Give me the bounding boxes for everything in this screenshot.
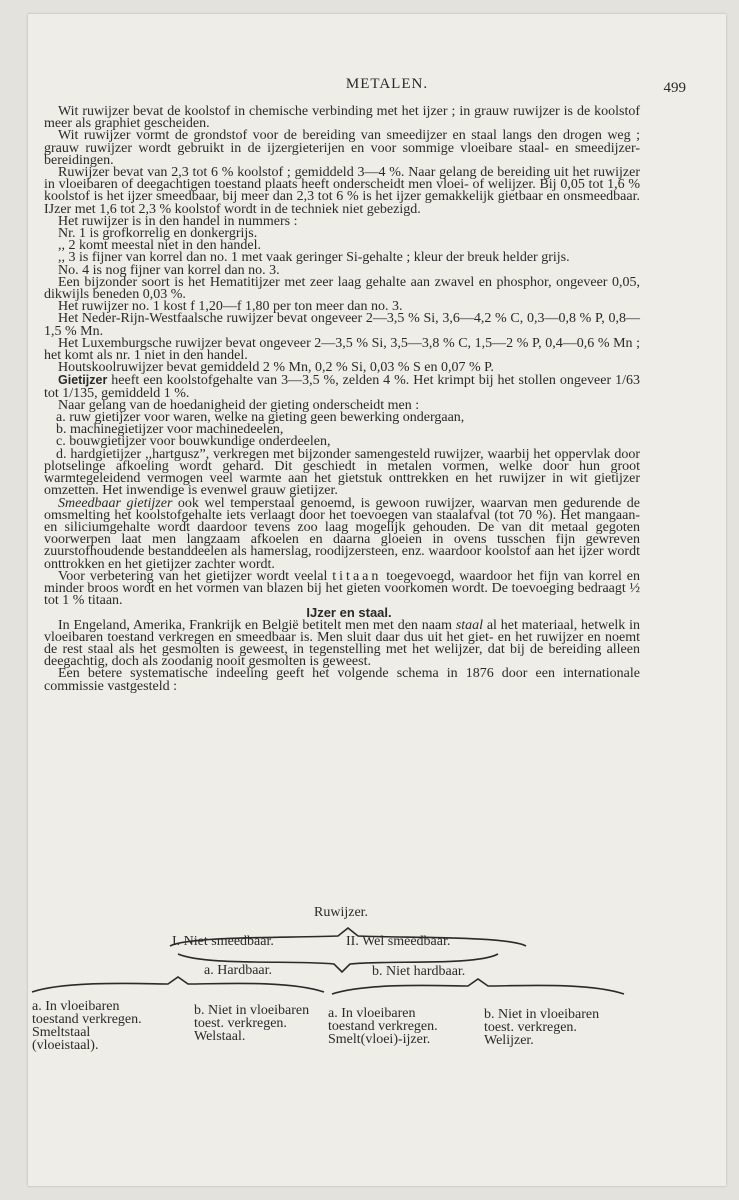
list-item: d. hardgietijzer ,,hartgusz”, verkregen met bijzonder samengesteld ruwijzer, waarbij het oppervlak door plotselinge afkoeling wordt gehard. Dit geschiedt in metalen vormen, welke door hun groot warmtegeleidend vermogen veel warmte aan het gietstuk onttrekken en het ruwijzer in wit gietijzer omzetten. Het inwendige is evenwel grauw gietijzer.	[44, 446, 640, 499]
running-title: METALEN.	[345, 76, 429, 92]
paragraph-gietijzer	[44, 374, 640, 399]
schema-brace-hardbaar	[28, 974, 328, 996]
schema-root: Ruwijzer.	[314, 905, 369, 920]
schema-sub-niet-hardbaar: b. Niet hardbaar.	[372, 964, 466, 979]
list-item: b. machinegietijzer voor machinedeelen,	[56, 422, 284, 438]
numbered-item: No. 4 is nog fijner van korrel dan no. 3.	[58, 262, 280, 278]
term-gietijzer: Gietijzer	[58, 373, 108, 388]
term-titaan: titaan	[332, 568, 382, 584]
section-heading: IJzer en staal.	[306, 605, 392, 621]
paragraph: Naar gelang van de hoedanigheid der gieting onderscheidt men :	[58, 397, 420, 413]
paragraph: Het Neder-Rijn-Westfaalsche ruwijzer bevat ongeveer 2—3,5 % Si, 3,6—4,2 % C, 0,3—0,8 % P, 0,8—1,5 % Mn.	[44, 311, 640, 339]
schema-leaf-smeltijzer: a. In vloeibaren toestand verkregen. Smelt(vloei)-ijzer.	[328, 1006, 438, 1047]
term-staal: staal	[455, 617, 484, 633]
paragraph: Een bijzonder soort is het Hematitijzer met zeer laag gehalte aan zwavel en phosphor, ongeveer 0,05, dikwijls beneden 0,03 %.	[44, 274, 640, 303]
paragraph-smeedbaar	[44, 495, 640, 572]
paragraph-text: ook wel temperstaal genoemd, is gewoon ruwijzer, waarvan men gedurende de omsmelting het koolstofgehalte iets verlaagt door het toevoegen van staalafval (tot 70 %). Het mangaan- en siliciumgehalte wordt daardoor tevens zoo laag mogelijk gehouden. De van dit metaal gegoten voorwerpen laat men langzaam afkoelen en daarna gloeien in ovens tusschen fijn gewreven zuurstofhoudende bestanddeelen als hamerslag, roodijzersteen, enz. waardoor koolstof aan het ijzer wordt onttrokken en het gietijzer zachter wordt.	[44, 495, 640, 572]
paragraph: Wit ruwijzer vormt de grondstof voor de bereiding van smeedijzer en staal langs den drogen weg ; grauw ruwijzer wordt gebruikt in de ijzergieterijen en voor sommige vloeibare staal- en smeedijzer-bereidingen.	[44, 128, 640, 168]
book-page	[28, 14, 726, 1186]
paragraph-text: al het materiaal, hetwelk in vloeibaren toestand verkregen en smeedbaar is. Men sluit daar dus uit het giet- en het ruwijzer en noemt de rest staal als het gesmolten is geweest, in tegenstelling met het welijzer, dat bij de bereiding alleen deegachtig, doch als zoodanig nooit gesmolten is geweest.	[44, 617, 640, 670]
paragraph: Houtskoolruwijzer bevat gemiddeld 2 % Mn, 0,2 % Si, 0,03 % S en 0,07 % P.	[58, 360, 494, 376]
paragraph: Ruwijzer bevat van 2,3 tot 6 % koolstof ; gemiddeld 3—4 %. Naar gelang de bereiding uit het ruwijzer in vloeibaren of deegachtigen toestand plaats heeft onderscheidt men vloei- of welijzer. Bij 0,05 tot 1,6 % koolstof is het ijzer smeedbaar, bij meer dan 2,3 tot 6 % is het ijzer gemakkelijk gietbaar en onsmeedbaar. IJzer met 1,6 tot 2,3 % koolstof wordt in de techniek niet gebezigd.	[44, 165, 640, 217]
running-head	[88, 76, 686, 98]
page-number: 499	[663, 80, 686, 96]
paragraph-staal	[44, 617, 640, 670]
paragraph: Het Luxemburgsche ruwijzer bevat ongeveer 2—3,5 % Si, 3,5—3,8 % C, 1,5—2 % P, 0,4—0,6 % Mn ; het komt als nr. 1 niet in den handel.	[44, 335, 640, 364]
schema-branch-niet-smeedbaar: I. Niet smeedbaar.	[172, 934, 274, 949]
body-text	[44, 106, 640, 693]
numbered-item: ,, 2 komt meestal niet in den handel.	[58, 238, 261, 254]
schema-sub-hardbaar: a. Hardbaar.	[204, 963, 273, 978]
paragraph: Het ruwijzer is in den handel in nummers :	[58, 213, 298, 229]
numbered-item: Nr. 1 is grofkorrelig en donkergrijs.	[58, 226, 258, 242]
paragraph-text: In Engeland, Amerika, Frankrijk en België betitelt men met den naam	[58, 617, 456, 633]
paragraph-text: Voor verbetering van het gietijzer wordt veelal	[58, 568, 333, 584]
list-item: c. bouwgietijzer voor bouwkundige onderdeelen,	[56, 434, 331, 450]
schema-branch-wel-smeedbaar: II. Wel smeedbaar.	[346, 934, 451, 949]
list-item: a. ruw gietijzer voor waren, welke na gieting geen bewerking ondergaan,	[56, 410, 465, 426]
schema-leaf-welstaal: b. Niet in vloeibaren toest. verkregen. Welstaal.	[194, 1003, 310, 1044]
numbered-item: ,, 3 is fijner van korrel dan no. 1 met vaak geringer Si-gehalte ; kleur der breuk helder grijs.	[58, 250, 570, 266]
paragraph: Wit ruwijzer bevat de koolstof in chemische verbinding met het ijzer ; in grauw ruwijzer is de koolstof meer als graphiet gescheiden.	[44, 104, 640, 132]
paragraph: Een betere systematische indeeling geeft het volgende schema in 1876 door een internationale commissie vastgesteld :	[44, 666, 640, 694]
schema-leaf-welijzer: b. Niet in vloeibaren toest. verkregen. Welijzer.	[484, 1007, 600, 1048]
schema-brace-niet-hardbaar	[328, 976, 628, 998]
classification-schema	[28, 902, 726, 1072]
paragraph-text: toegevoegd, waardoor het fijn van korrel en minder broos wordt en het vormen van blazen bij het gieten voorkomen wordt. De toevoeging bedraagt ½ tot 1 % titaan.	[44, 568, 640, 609]
term-smeedbaar-gietijzer: Smeedbaar gietijzer	[58, 495, 173, 511]
paragraph: Het ruwijzer no. 1 kost f 1,20—f 1,80 per ton meer dan no. 3.	[58, 299, 403, 315]
paragraph-titaan	[44, 568, 640, 609]
schema-leaf-smeltstaal: a. In vloeibaren toestand verkregen. Smeltstaal (vloeistaal).	[32, 999, 142, 1053]
paragraph-text: heeft een koolstofgehalte van 3—3,5 %, zelden 4 %. Het krimpt bij het stollen ongeveer 1/63 tot 1/135, gemiddeld 1 %.	[44, 373, 640, 401]
